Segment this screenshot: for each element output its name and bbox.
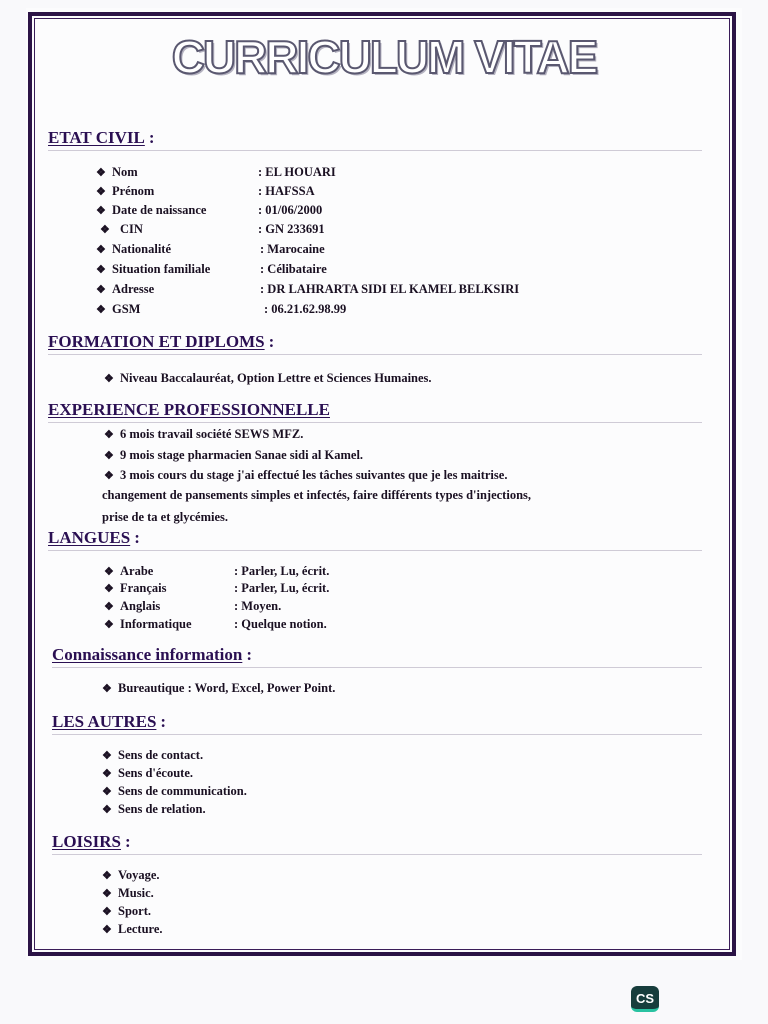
language-name: Arabe bbox=[120, 564, 154, 578]
bullet-icon: ❖ bbox=[104, 566, 114, 578]
bullet-icon: ❖ bbox=[96, 264, 106, 276]
field-value: : 06.21.62.98.99 bbox=[264, 302, 347, 316]
field-value: : EL HOUARI bbox=[258, 165, 336, 179]
list-item: ❖ Voyage. bbox=[102, 868, 160, 882]
field-value: : 01/06/2000 bbox=[258, 203, 323, 217]
list-item: ❖ 3 mois cours du stage j'ai effectué les tâches suivantes que je les maitrise. bbox=[104, 468, 508, 482]
field-label: CIN bbox=[120, 222, 143, 236]
info-row-nationalite bbox=[96, 242, 325, 257]
language-row bbox=[104, 599, 282, 614]
language-name: Français bbox=[120, 581, 167, 595]
continuation-line: prise de ta et glycémies. bbox=[102, 510, 229, 524]
info-row-situation bbox=[96, 262, 327, 277]
bullet-icon: ❖ bbox=[102, 924, 112, 936]
info-row-nom bbox=[96, 165, 336, 180]
heading-colon: : bbox=[160, 712, 167, 731]
bullet-icon: ❖ bbox=[104, 601, 114, 613]
section-heading: FORMATION ET DIPLOMS bbox=[48, 332, 265, 351]
continuation-line: changement de pansements simples et infectés, faire différents types d'injections, bbox=[102, 488, 532, 502]
list-item: ❖ 9 mois stage pharmacien Sanae sidi al Kamel. bbox=[104, 448, 364, 462]
list-item: ❖ Sens de relation. bbox=[102, 802, 206, 816]
bullet-icon: ❖ bbox=[96, 186, 106, 198]
field-label: Adresse bbox=[112, 282, 155, 296]
field-value: : GN 233691 bbox=[258, 222, 325, 236]
bullet-icon: ❖ bbox=[104, 450, 114, 462]
field-value: : DR LAHRARTA SIDI EL KAMEL BELKSIRI bbox=[260, 282, 520, 296]
bullet-icon: ❖ bbox=[102, 750, 112, 762]
bullet-icon: ❖ bbox=[102, 906, 112, 918]
list-item: ❖ Sens de communication. bbox=[102, 784, 247, 798]
list-item: ❖ 6 mois travail société SEWS MFZ. bbox=[104, 427, 304, 441]
bullet-icon: ❖ bbox=[96, 205, 106, 217]
info-row-cin bbox=[100, 222, 325, 237]
language-name: Anglais bbox=[120, 599, 161, 613]
bullet-icon: ❖ bbox=[96, 244, 106, 256]
info-row-adresse bbox=[96, 282, 520, 297]
bullet-icon: ❖ bbox=[102, 683, 112, 695]
language-name: Informatique bbox=[120, 617, 192, 631]
bullet-icon: ❖ bbox=[96, 284, 106, 296]
language-level: : Parler, Lu, écrit. bbox=[234, 581, 330, 595]
heading-colon: : bbox=[124, 832, 131, 851]
heading-colon: : bbox=[148, 128, 155, 147]
info-row-date-naissance bbox=[96, 203, 323, 218]
language-row bbox=[104, 617, 327, 632]
info-row-gsm bbox=[96, 302, 347, 317]
language-level: : Quelque notion. bbox=[234, 617, 327, 631]
field-label: Situation familiale bbox=[112, 262, 211, 276]
field-label: Date de naissance bbox=[112, 203, 207, 217]
bullet-icon: ❖ bbox=[102, 804, 112, 816]
section-heading: LOISIRS bbox=[52, 832, 121, 851]
section-langues bbox=[48, 528, 702, 551]
bullet-icon: ❖ bbox=[96, 167, 106, 179]
bullet-icon: ❖ bbox=[104, 429, 114, 441]
bullet-icon: ❖ bbox=[102, 888, 112, 900]
language-row bbox=[104, 564, 330, 579]
bullet-icon: ❖ bbox=[102, 786, 112, 798]
bullet-icon: ❖ bbox=[104, 583, 114, 595]
section-loisirs bbox=[52, 832, 702, 855]
list-item: ❖ Sens de contact. bbox=[102, 748, 204, 762]
language-level: : Moyen. bbox=[234, 599, 282, 613]
list-item: ❖ Niveau Baccalauréat, Option Lettre et Sciences Humaines. bbox=[104, 371, 432, 385]
heading-colon: : bbox=[268, 332, 275, 351]
info-row-prenom bbox=[96, 184, 315, 199]
section-heading: LANGUES bbox=[48, 528, 131, 547]
list-item: ❖ Lecture. bbox=[102, 922, 163, 936]
bullet-icon: ❖ bbox=[102, 870, 112, 882]
field-value: : Marocaine bbox=[260, 242, 325, 256]
bullet-icon: ❖ bbox=[100, 224, 110, 236]
field-value: : HAFSSA bbox=[258, 184, 315, 198]
list-item: ❖ Sens d'écoute. bbox=[102, 766, 193, 780]
bullet-icon: ❖ bbox=[104, 470, 114, 482]
section-heading: LES AUTRES bbox=[52, 712, 157, 731]
section-autres bbox=[52, 712, 702, 735]
bullet-icon: ❖ bbox=[104, 373, 114, 385]
bullet-icon: ❖ bbox=[104, 619, 114, 631]
heading-colon: : bbox=[246, 645, 252, 664]
section-heading: ETAT CIVIL bbox=[48, 128, 145, 147]
list-item: ❖ Music. bbox=[102, 886, 154, 900]
field-label: Prénom bbox=[112, 184, 155, 198]
language-level: : Parler, Lu, écrit. bbox=[234, 564, 330, 578]
section-connaissance bbox=[52, 645, 702, 668]
section-etat-civil bbox=[48, 128, 702, 151]
language-row bbox=[104, 581, 330, 596]
camscanner-logo: CS bbox=[631, 986, 659, 1012]
section-heading: Connaissance information bbox=[52, 645, 243, 664]
field-label: Nationalité bbox=[112, 242, 172, 256]
bullet-icon: ❖ bbox=[96, 304, 106, 316]
section-formation bbox=[48, 332, 702, 355]
field-value: : Célibataire bbox=[260, 262, 327, 276]
section-heading: EXPERIENCE PROFESSIONNELLE bbox=[48, 400, 330, 419]
list-item: ❖ Bureautique : Word, Excel, Power Point. bbox=[102, 681, 336, 695]
field-label: Nom bbox=[112, 165, 138, 179]
heading-colon: : bbox=[134, 528, 140, 547]
bullet-icon: ❖ bbox=[102, 768, 112, 780]
page-title: CURRICULUM VITAE bbox=[171, 31, 597, 83]
list-item: ❖ Sport. bbox=[102, 904, 151, 918]
field-label: GSM bbox=[112, 302, 141, 316]
section-experience bbox=[48, 400, 702, 423]
